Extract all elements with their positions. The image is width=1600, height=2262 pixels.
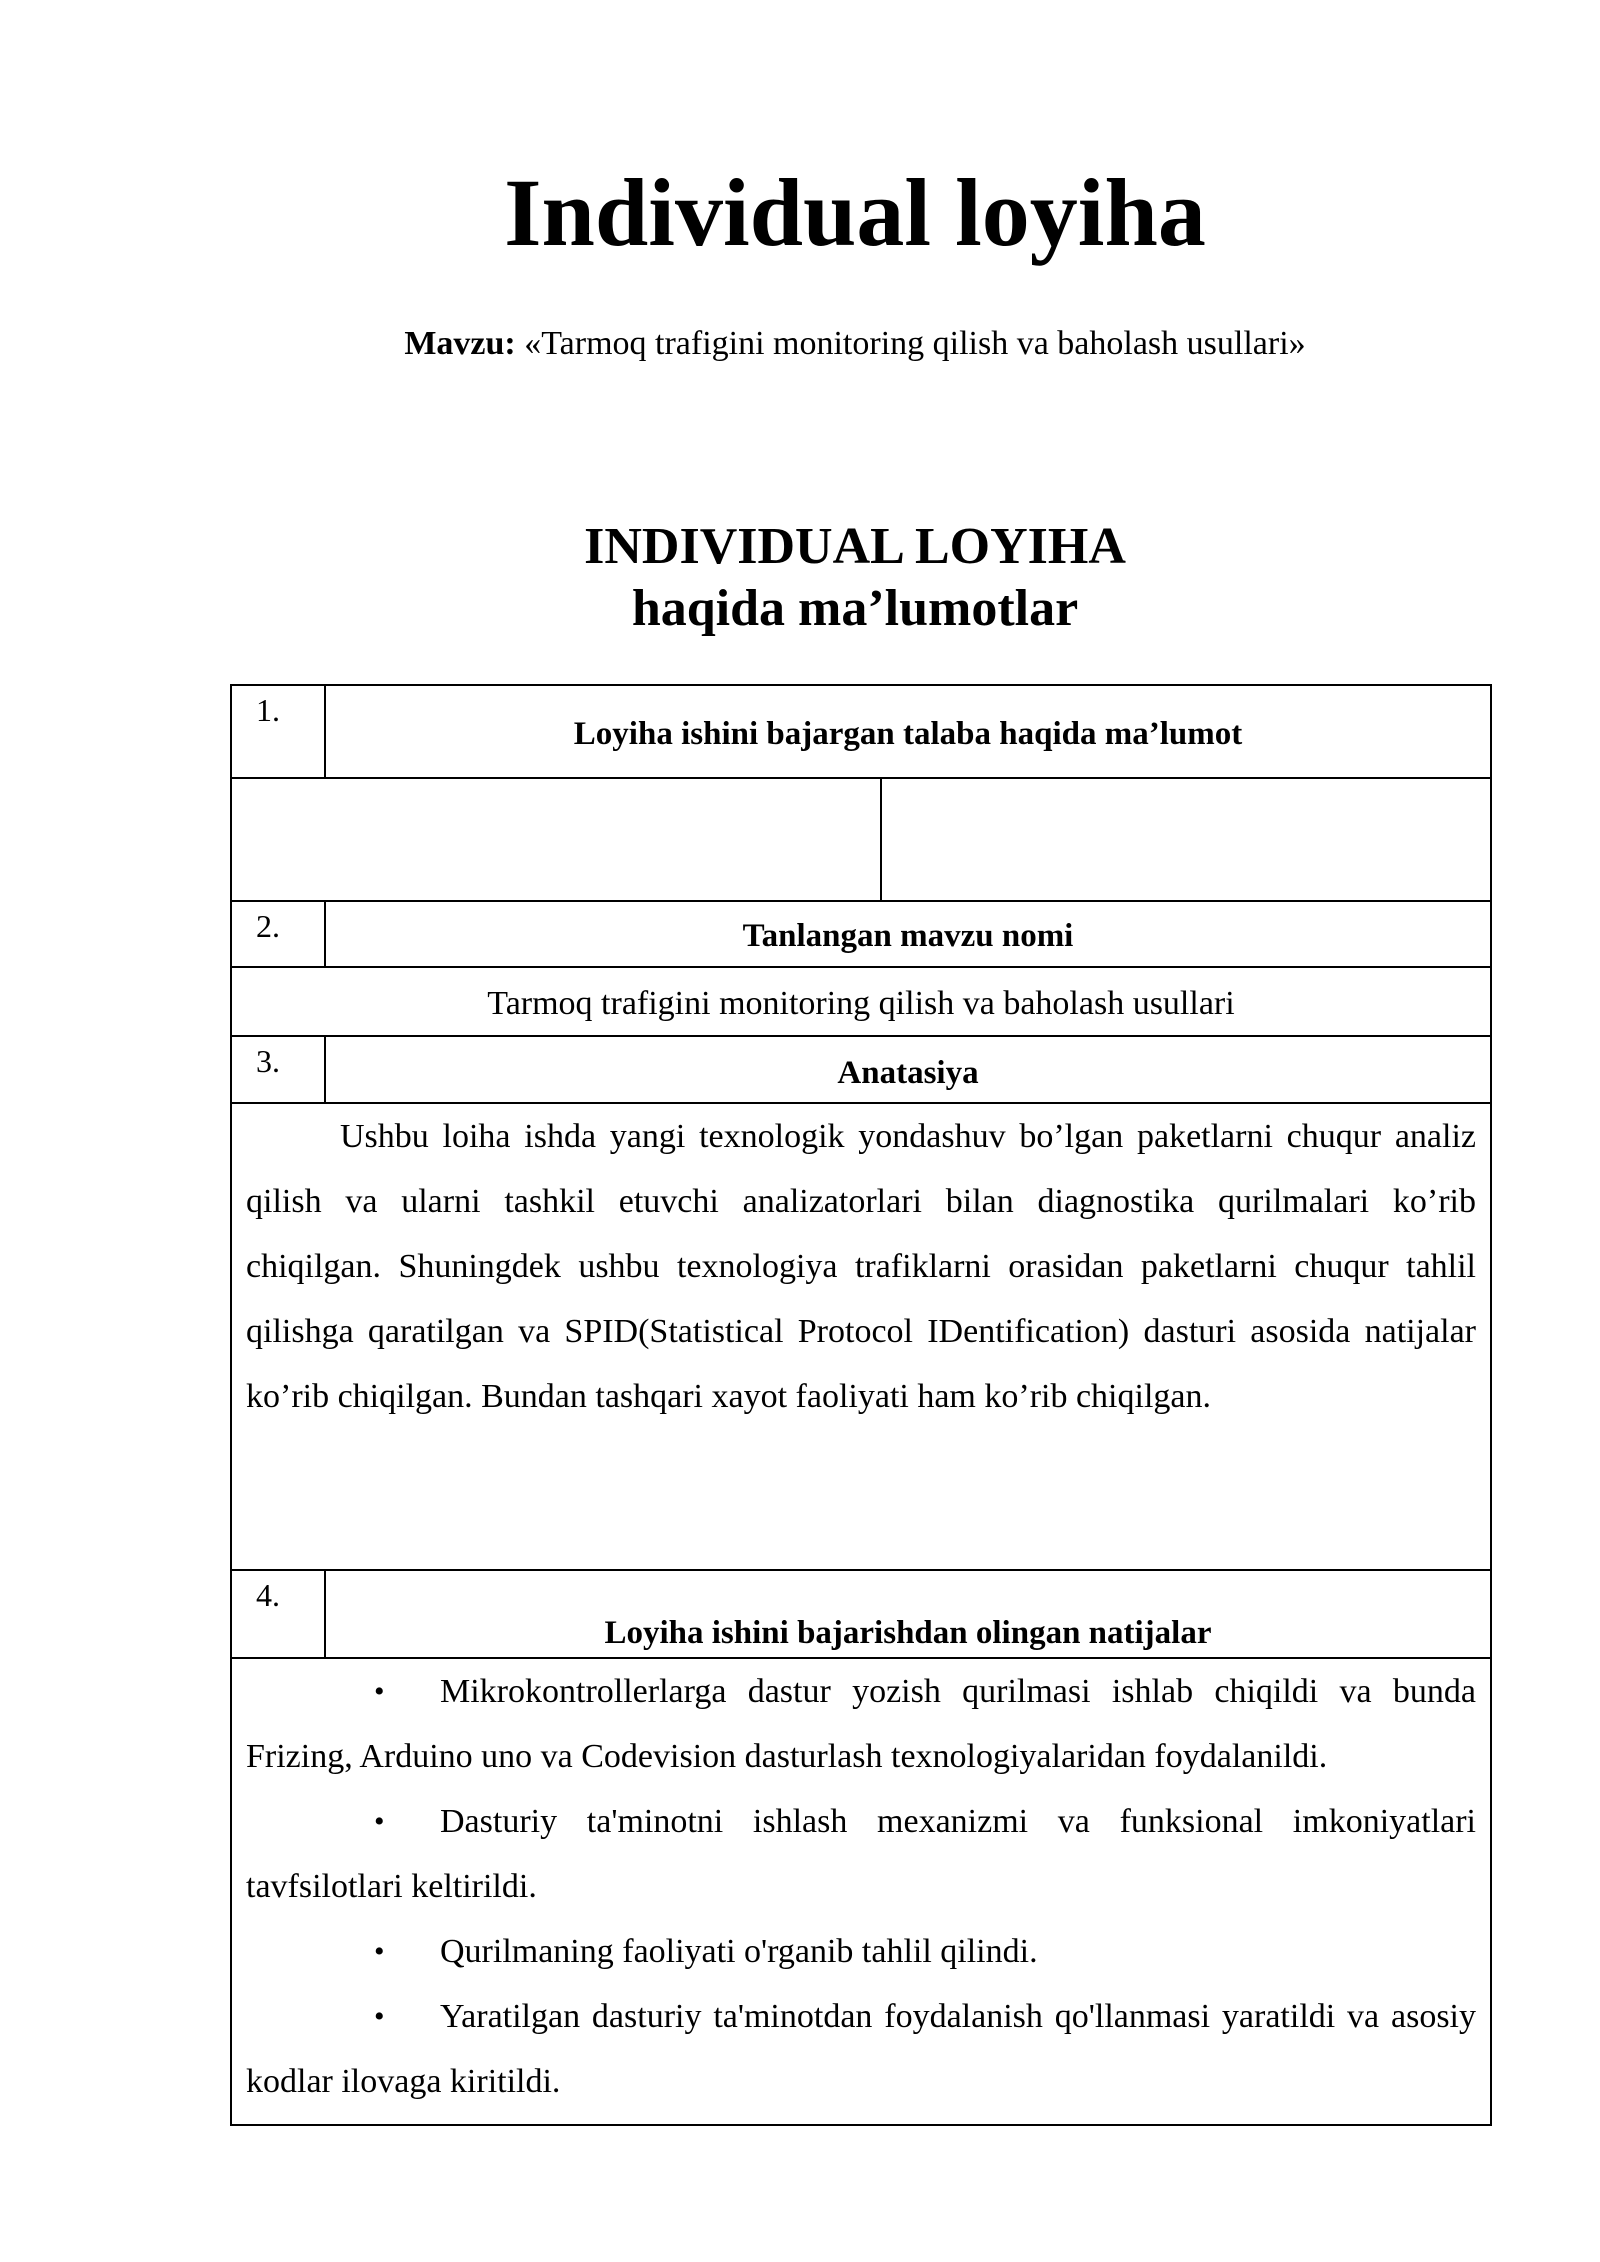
bullet-icon: • [374,2000,385,2033]
section2-number: 2. [232,902,326,966]
section2-header-row [232,902,1490,968]
bullet-icon: • [374,1675,385,1708]
section4-header: Loyiha ishini bajarishdan olingan natijalar [604,1615,1212,1651]
bullet-icon: • [374,1935,385,1968]
info-heading-line2: haqida ma’lumotlar [631,580,1079,637]
result-item [246,1659,1476,1789]
result-item [246,1984,1476,2114]
project-info-table [230,684,1492,2126]
section3-number: 3. [232,1037,326,1102]
result-item [246,1789,1476,1919]
bullet-icon: • [374,1805,385,1838]
result-item-text: Yaratilgan dasturiy ta'minotdan foydalanish qo'llanmasi yaratildi va asosiy kodlar ilovaga kiritildi. [246,1998,1476,2100]
result-item-text: Qurilmaning faoliyati o'rganib tahlil qilindi. [440,1933,1038,1970]
result-item-text: Mikrokontrollerlarga dastur yozish qurilmasi ishlab chiqildi va bunda Frizing, Arduino uno va Codevision dasturlash texnologiyalaridan foydalanildi. [246,1673,1476,1775]
abstract-row [232,1104,1490,1571]
subject-line [0,322,1600,366]
section3-header-row [232,1037,1490,1104]
section1-header: Loyiha ishini bajargan talaba haqida ma’lumot [573,716,1243,752]
section1-number: 1. [232,686,326,777]
info-heading [0,516,1600,640]
abstract-text: Ushbu loiha ishda yangi texnologik yondashuv bo’lgan paketlarni chuqur analiz qilish va ularni tashkil etuvchi analizatorlari bilan diagnostika qurilmalari ko’rib chiqilgan. Shuningdek ushbu texnologiya trafiklarni orasidan paketlarni chuqur tahlil qilishga qaratilgan va SPID(Statistical Protocol IDentification) dasturi asosida natijalar ko’rib chiqilgan. Bundan tashqari xayot faoliyati ham ko’rib chiqilgan. [246,1118,1476,1415]
topic-name-row: Tarmoq trafigini monitoring qilish va baholash usullari [232,968,1490,1037]
section4-header-row [232,1571,1490,1659]
result-item [246,1919,1476,1984]
section2-header: Tanlangan mavzu nomi [742,918,1074,954]
subject-label: Mavzu: [404,325,516,362]
section1-header-row [232,686,1490,779]
section3-header: Anatasiya [837,1055,979,1091]
subject-value: «Tarmoq trafigini monitoring qilish va baholash usullari» [524,325,1306,362]
section4-number: 4. [232,1571,326,1657]
student-info-divider [880,779,882,900]
results-row [232,1659,1490,2124]
student-info-row [232,779,1490,902]
document-title: Individual loyiha [504,159,1206,266]
info-heading-line1: INDIVIDUAL LOYIHA [584,518,1126,575]
result-item-text: Dasturiy ta'minotni ishlash mexanizmi va funksional imkoniyatlari tavfsilotlari keltirildi. [246,1803,1476,1905]
